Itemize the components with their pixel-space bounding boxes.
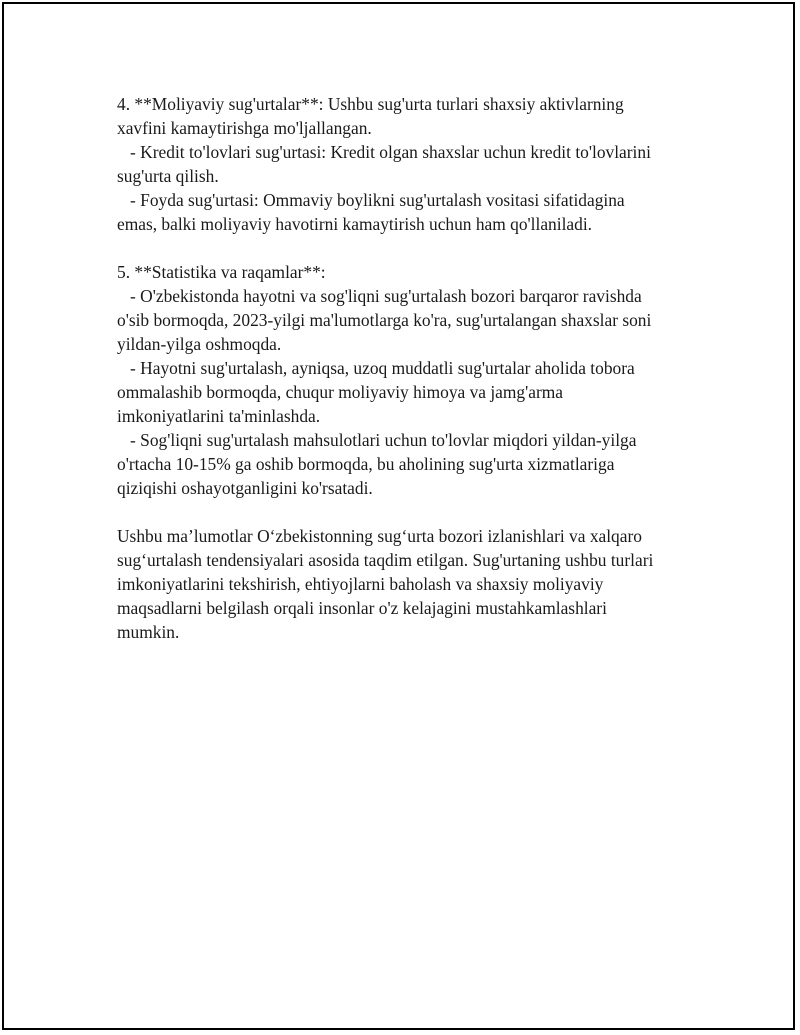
text-line: maqsadlarni belgilash orqali insonlar o'z kelajagini mustahkamlashlari [117, 598, 607, 618]
text-line: 5. **Statistika va raqamlar**: [117, 262, 326, 282]
text-line: xavfini kamaytirishga mo'ljallangan. [117, 118, 372, 138]
text-line: - Hayotni sug'urtalash, ayniqsa, uzoq muddatli sug'urtalar aholida tobora [117, 358, 635, 378]
text-line: imkoniyatlarini tekshirish, ehtiyojlarni baholash va shaxsiy moliyaviy [117, 574, 604, 594]
section-financial-insurance [117, 92, 697, 236]
text-line: yildan-yilga oshmoqda. [117, 334, 282, 354]
text-line: - O'zbekistonda hayotni va sog'liqni sug'urtalash bozori barqaror ravishda [117, 286, 642, 306]
text-line: sug'urta qilish. [117, 166, 219, 186]
section-conclusion [117, 524, 697, 644]
text-line: - Kredit to'lovlari sug'urtasi: Kredit olgan shaxslar uchun kredit to'lovlarini [117, 142, 651, 162]
text-line: - Sog'liqni sug'urtalash mahsulotlari uchun to'lovlar miqdori yildan-yilga [117, 430, 637, 450]
document-body [117, 92, 697, 644]
text-line: mumkin. [117, 622, 180, 642]
paragraph-gap [117, 500, 697, 524]
text-line: qiziqishi oshayotganligini ko'rsatadi. [117, 478, 373, 498]
text-line: - Foyda sug'urtasi: Ommaviy boylikni sug'urtalash vositasi sifatidagina [117, 190, 625, 210]
text-line: sug‘urtalash tendensiyalari asosida taqdim etilgan. Sug'urtaning ushbu turlari [117, 550, 654, 570]
text-line: imkoniyatlarini ta'minlashda. [117, 406, 321, 426]
paragraph-gap [117, 236, 697, 260]
text-line: 4. **Moliyaviy sug'urtalar**: Ushbu sug'urta turlari shaxsiy aktivlarning [117, 94, 624, 114]
text-line: o'sib bormoqda, 2023-yilgi ma'lumotlarga ko'ra, sug'urtalangan shaxslar soni [117, 310, 652, 330]
text-line: emas, balki moliyaviy havotirni kamaytirish uchun ham qo'llaniladi. [117, 214, 592, 234]
text-line: o'rtacha 10-15% ga oshib bormoqda, bu aholining sug'urta xizmatlariga [117, 454, 615, 474]
section-statistics [117, 260, 697, 500]
text-line: ommalashib bormoqda, chuqur moliyaviy himoya va jamg'arma [117, 382, 564, 402]
text-line: Ushbu ma’lumotlar O‘zbekistonning sug‘urta bozori izlanishlari va xalqaro [117, 526, 642, 546]
